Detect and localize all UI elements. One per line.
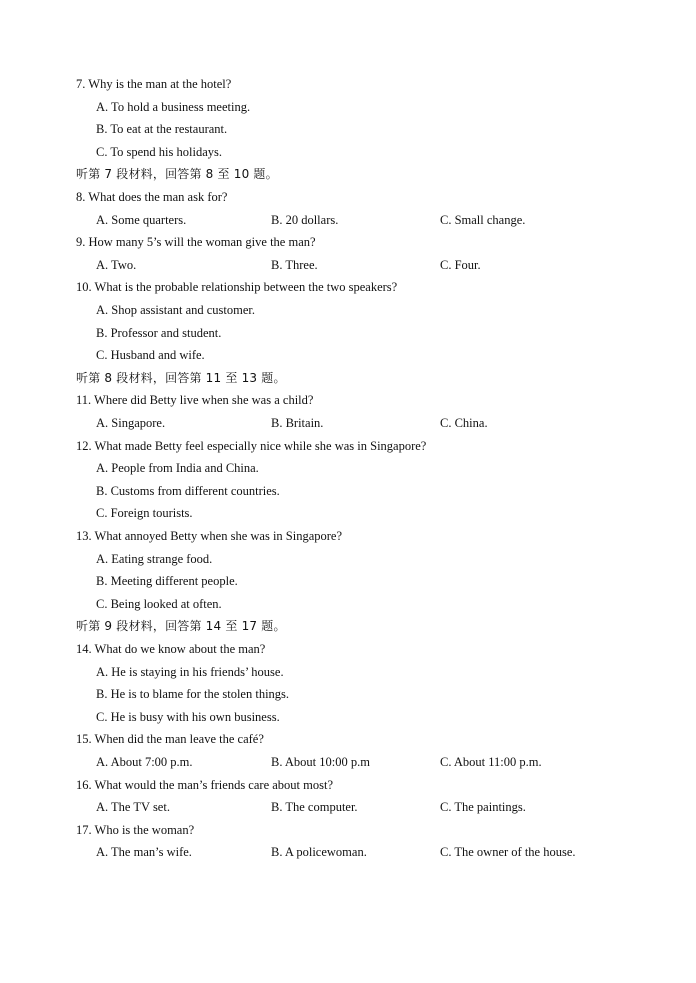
answer-option: B. 20 dollars. (271, 213, 339, 227)
answer-option: C. Husband and wife. (96, 348, 205, 362)
question-text: 7. Why is the man at the hotel? (76, 77, 232, 91)
answer-option: C. Four. (440, 258, 481, 272)
answer-option: A. To hold a business meeting. (96, 100, 251, 114)
answer-option: B. To eat at the restaurant. (96, 122, 228, 136)
answer-option: C. About 11:00 p.m. (440, 755, 542, 769)
answer-option: C. China. (440, 416, 488, 430)
answer-option: B. He is to blame for the stolen things. (96, 687, 290, 701)
answer-option: C. Foreign tourists. (96, 506, 193, 520)
answer-option: C. To spend his holidays. (96, 145, 222, 159)
question-text: 16. What would the man’s friends care about most? (76, 778, 333, 792)
section-instruction: 听第 9 段材料，回答第 14 至 17 题。 (76, 619, 286, 633)
answer-option: B. The computer. (271, 800, 358, 814)
section-instruction: 听第 7 段材料，回答第 8 至 10 题。 (76, 167, 278, 181)
answer-option: A. He is staying in his friends’ house. (96, 665, 284, 679)
answer-option: A. People from India and China. (96, 461, 259, 475)
question-text: 12. What made Betty feel especially nice while she was in Singapore? (76, 439, 427, 453)
question-text: 10. What is the probable relationship between the two speakers? (76, 280, 398, 294)
answer-option: C. The owner of the house. (440, 845, 576, 859)
answer-option: B. Britain. (271, 416, 324, 430)
answer-option: C. He is busy with his own business. (96, 710, 280, 724)
answer-option: A. Some quarters. (96, 213, 187, 227)
answer-option: A. About 7:00 p.m. (96, 755, 193, 769)
answer-option: A. Two. (96, 258, 137, 272)
question-text: 14. What do we know about the man? (76, 642, 266, 656)
answer-option: B. Customs from different countries. (96, 484, 280, 498)
answer-option: B. Three. (271, 258, 318, 272)
question-text: 15. When did the man leave the café? (76, 732, 264, 746)
question-text: 13. What annoyed Betty when she was in Singapore? (76, 529, 343, 543)
answer-option: B. Meeting different people. (96, 574, 238, 588)
answer-option: A. The TV set. (96, 800, 170, 814)
answer-option: A. Shop assistant and customer. (96, 303, 256, 317)
question-text: 8. What does the man ask for? (76, 190, 228, 204)
question-text: 11. Where did Betty live when she was a child? (76, 393, 314, 407)
section-instruction: 听第 8 段材料，回答第 11 至 13 题。 (76, 371, 286, 385)
answer-option: A. The man’s wife. (96, 845, 192, 859)
answer-option: C. Small change. (440, 213, 526, 227)
answer-option: B. About 10:00 p.m (271, 755, 370, 769)
answer-option: B. Professor and student. (96, 326, 222, 340)
answer-option: A. Singapore. (96, 416, 166, 430)
answer-option: C. The paintings. (440, 800, 526, 814)
question-text: 17. Who is the woman? (76, 823, 195, 837)
answer-option: C. Being looked at often. (96, 597, 222, 611)
answer-option: A. Eating strange food. (96, 552, 213, 566)
question-text: 9. How many 5’s will the woman give the man? (76, 235, 316, 249)
answer-option: B. A policewoman. (271, 845, 367, 859)
